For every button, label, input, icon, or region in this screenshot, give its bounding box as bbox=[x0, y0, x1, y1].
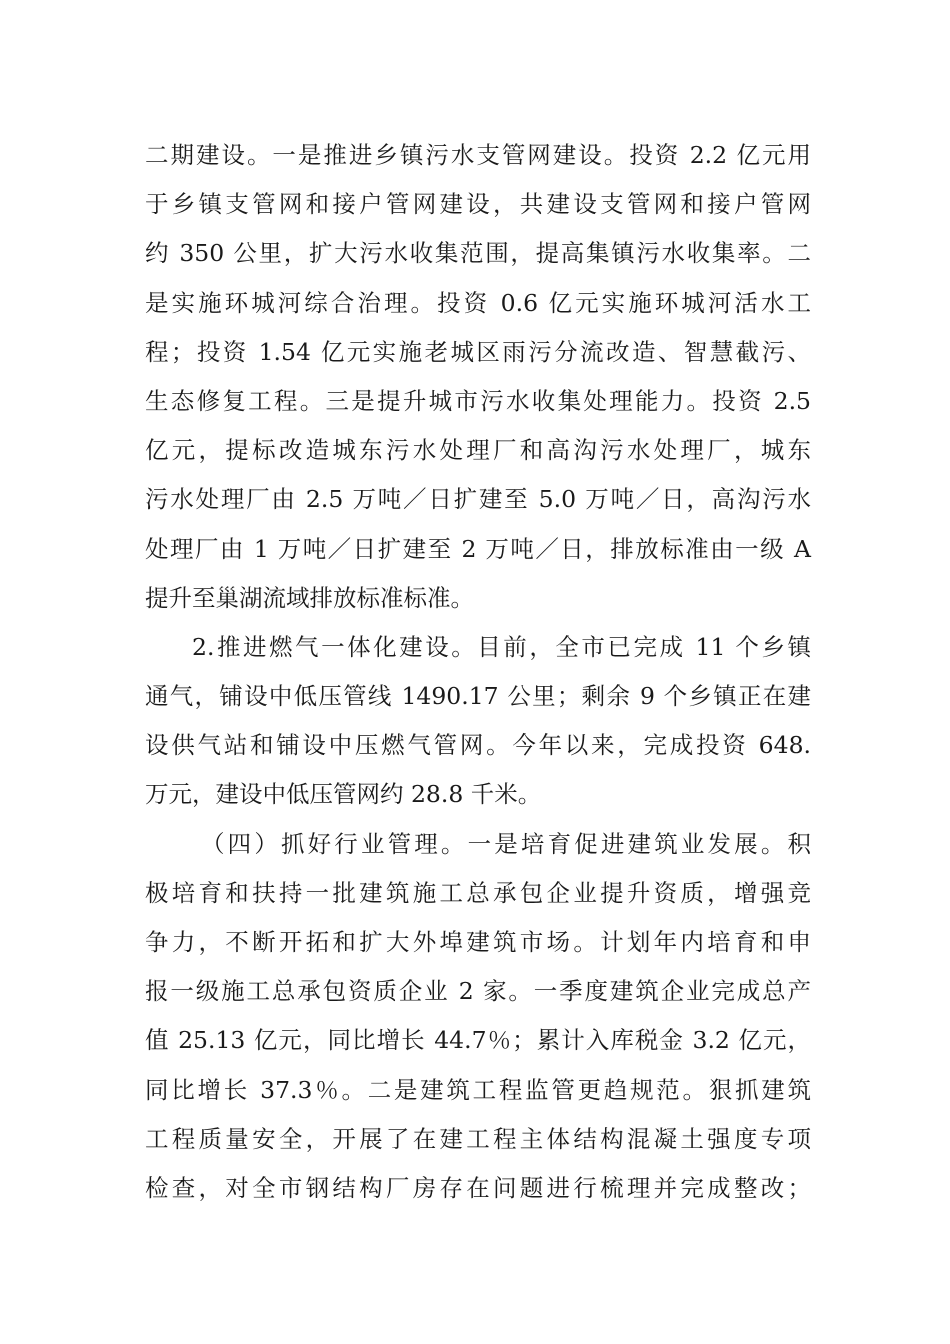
text-line: 约 350 公里，扩大污水收集范围，提高集镇污水收集率。二 bbox=[145, 239, 811, 268]
text-line: 设供气站和铺设中压燃气管网。今年以来，完成投资 648. bbox=[145, 731, 811, 760]
paragraph-industry-management bbox=[145, 820, 811, 1214]
text-line: 亿元，提标改造城东污水处理厂和高沟污水处理厂，城东 bbox=[145, 436, 811, 465]
text-line: 值 25.13 亿元，同比增长 44.7％；累计入库税金 3.2 亿元， bbox=[145, 1026, 811, 1055]
text-line: 2.推进燃气一体化建设。目前，全市已完成 11 个乡镇 bbox=[192, 632, 811, 661]
text-line: 同比增长 37.3％。二是建筑工程监管更趋规范。狠抓建筑 bbox=[145, 1075, 811, 1104]
text-line: 万元，建设中低压管网约 28.8 千米。 bbox=[145, 780, 542, 809]
document-body bbox=[145, 131, 811, 1213]
text-line: 处理厂由 1 万吨／日扩建至 2 万吨／日，排放标准由一级 A bbox=[145, 534, 811, 563]
paragraph-gas-integration bbox=[145, 623, 811, 820]
text-line: 报一级施工总承包资质企业 2 家。一季度建筑企业完成总产 bbox=[145, 977, 811, 1006]
text-line: 争力，不断开拓和扩大外埠建筑市场。计划年内培育和申 bbox=[145, 928, 811, 956]
text-line: 污水处理厂由 2.5 万吨／日扩建至 5.0 万吨／日，高沟污水 bbox=[145, 485, 811, 514]
text-line: 工程质量安全，开展了在建工程主体结构混凝土强度专项 bbox=[145, 1124, 811, 1153]
text-line: 于乡镇支管网和接户管网建设，共建设支管网和接户管网 bbox=[145, 190, 811, 219]
text-line: 提升至巢湖流域排放标准标准。 bbox=[145, 583, 474, 612]
text-line: 检查，对全市钢结构厂房存在问题进行梳理并完成整改； bbox=[145, 1173, 811, 1202]
text-line: 通气，铺设中低压管线 1490.17 公里；剩余 9 个乡镇正在建 bbox=[145, 682, 811, 711]
text-line: 二期建设。一是推进乡镇污水支管网建设。投资 2.2 亿元用 bbox=[145, 141, 811, 169]
text-line: 是实施环城河综合治理。投资 0.6 亿元实施环城河活水工 bbox=[145, 288, 811, 317]
paragraph-sewage-construction bbox=[145, 131, 811, 623]
text-line: 极培育和扶持一批建筑施工总承包企业提升资质，增强竞 bbox=[145, 878, 811, 907]
text-line: 生态修复工程。三是提升城市污水收集处理能力。投资 2.5 bbox=[145, 386, 811, 415]
section-heading-line: （四）抓好行业管理。一是培育促进建筑业发展。积 bbox=[201, 829, 811, 858]
text-line: 程；投资 1.54 亿元实施老城区雨污分流改造、智慧截污、 bbox=[145, 337, 811, 366]
